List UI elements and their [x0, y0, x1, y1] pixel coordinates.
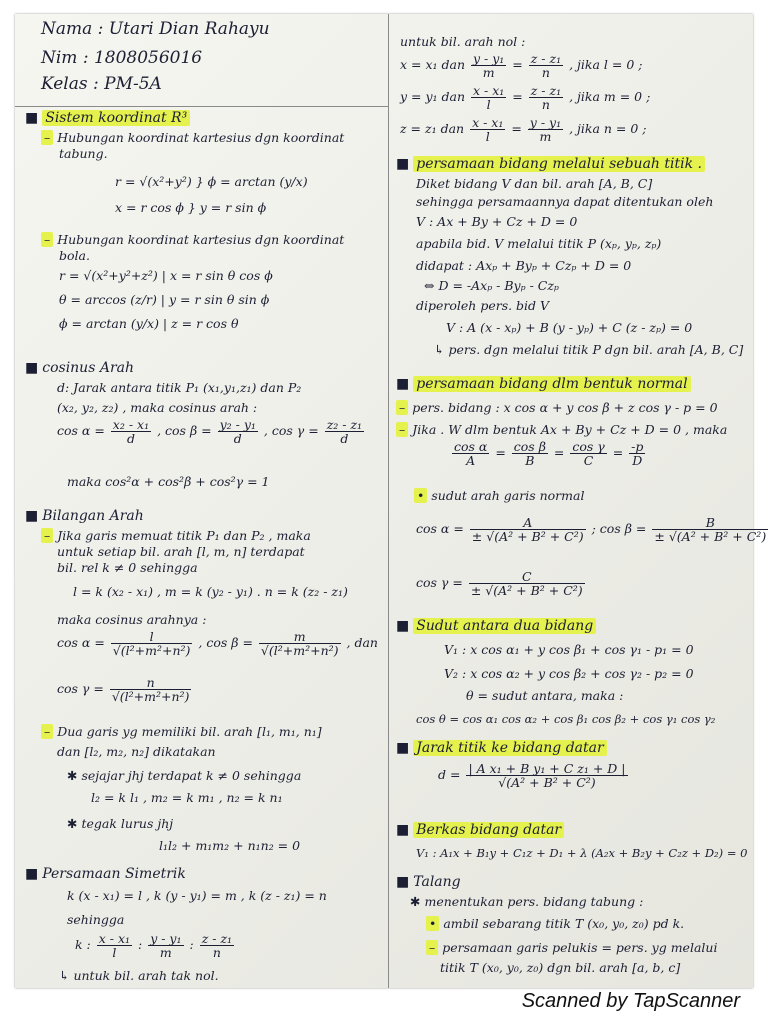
bullet-line: ✱ menentukan pers. bidang tabung :	[410, 894, 644, 909]
equation: l₂ = k l₁ , m₂ = k m₁ , n₂ = k n₁	[91, 790, 283, 805]
equation: y = y₁ dan $\frac{\text{x - x₁}}{l}$ = $\frac{\text{z - z₁}}{n}$ , jika m = 0 ;	[400, 83, 651, 112]
star-bullet-icon: ✱	[410, 894, 421, 909]
text-line: bil. rel k ≠ 0 sehingga	[57, 560, 198, 575]
bullet-line: – Hubungan koordinat kartesius dgn koordinat	[41, 232, 344, 247]
section-cosinus-arah: ■ cosinus Arah	[25, 360, 134, 376]
student-name: Nama : Utari Dian Rahayu	[41, 19, 270, 39]
text-line: ↳ pers. dgn melalui titik P dgn bil. arah [A, B, C]	[434, 342, 744, 357]
equation: k (x - x₁) = l , k (y - y₁) = m , k (z - z₁) = n	[67, 888, 327, 903]
text-line: maka cosinus arahnya :	[57, 612, 207, 627]
text-line: bola.	[59, 248, 90, 263]
section-bidang-melalui-titik: ■ persamaan bidang melalui sebuah titik .	[396, 156, 705, 172]
star-bullet-icon: ✱	[67, 816, 78, 831]
text-line: untuk bil. arah nol :	[400, 34, 526, 49]
bullet-square-icon: ■	[396, 740, 410, 756]
text-line: apabila bid. V melalui titik P (xₚ, yₚ, zₚ)	[416, 236, 662, 251]
section-berkas-bidang: ■ Berkas bidang datar	[396, 822, 564, 838]
text-line: tabung.	[59, 146, 108, 161]
equation: V₂ : x cos α₂ + y cos β₂ + cos γ₂ - p₂ = 0	[444, 666, 694, 681]
text-line: untuk setiap bil. arah [l, m, n] terdapat	[57, 544, 305, 559]
equation: didapat : Axₚ + Byₚ + Czₚ + D = 0	[416, 258, 632, 273]
section-bilangan-arah: ■ Bilangan Arah	[25, 508, 144, 524]
equation: l = k (x₂ - x₁) , m = k (y₂ - y₁) . n = k (z₂ - z₁)	[73, 584, 348, 599]
bullet-line: – Jika . W dlm bentuk Ax + By + Cz + D = 0 , maka	[396, 422, 727, 437]
text-line: (x₂, y₂, z₂) , maka cosinus arah :	[57, 400, 258, 415]
equation: cos α = $\frac{\text{x₂ - x₁}}{d}$ , cos β = $\frac{\text{y₂ - y₁}}{d}$ , cos γ = $\frac{\text{z₂ - z₁}}{d}$	[57, 417, 363, 446]
bullet-square-icon: ■	[25, 508, 39, 524]
equation: k : $\frac{\text{x - x₁}}{l}$ : $\frac{\text{y - y₁}}{m}$ : $\frac{\text{z - z₁}}{n}$	[75, 931, 233, 960]
section-jarak-titik-bidang: ■ Jarak titik ke bidang datar	[396, 740, 607, 756]
text-line: sehingga	[67, 912, 125, 927]
text-line: d: Jarak antara titik P₁ (x₁,y₁,z₁) dan P₂	[57, 380, 302, 395]
bullet-line: – Jika garis memuat titik P₁ dan P₂ , maka	[41, 528, 311, 543]
equation: V₁ : A₁x + B₁y + C₁z + D₁ + λ (A₂x + B₂y + C₂z + D₂) = 0	[416, 846, 748, 860]
section-bidang-normal: ■ persamaan bidang dlm bentuk normal	[396, 376, 691, 392]
section-persamaan-simetrik: ■ Persamaan Simetrik	[25, 866, 186, 882]
bullet-square-icon: ■	[396, 618, 410, 634]
text-line: ↳ untuk bil. arah tak nol.	[59, 968, 219, 983]
equation: $\frac{\text{cos α}}{A}$ = $\frac{\text{cos β}}{B}$ = $\frac{\text{cos γ}}{C}$ = $\frac{-p}{D}$	[454, 439, 644, 468]
equation: cos γ = $\frac{n}{\text{√(l²+m²+n²)}}$	[57, 675, 190, 704]
section-sudut-dua-bidang: ■ Sudut antara dua bidang	[396, 618, 596, 634]
equation: cos γ = $\frac{C}{\text{± √(A² + B² + C²)}}$	[416, 569, 583, 598]
bullet-line: ✱ tegak lurus jhj	[67, 816, 174, 831]
equation: r = √(x²+y²+z²) | x = r sin θ cos ϕ	[59, 268, 273, 283]
section-sistem-koordinat: ■ Sistem koordinat R³	[25, 110, 190, 126]
equation: V : A (x - xₚ) + B (y - yₚ) + C (z - zₚ) = 0	[446, 320, 693, 335]
equation: cos θ = cos α₁ cos α₂ + cos β₁ cos β₂ + cos γ₁ cos γ₂	[416, 712, 716, 726]
equation: x = r cos ϕ } y = r sin ϕ	[115, 200, 267, 215]
bullet-square-icon: ■	[25, 360, 39, 376]
equation: r = √(x²+y²) } ϕ = arctan (y/x)	[115, 174, 308, 189]
text-line: titik T (x₀, y₀, z₀) dgn bil. arah [a, b, c]	[440, 960, 681, 975]
bullet-line: – persamaan garis pelukis = pers. yg melalui	[426, 940, 717, 955]
equation: θ = arccos (z/r) | y = r sin θ sin ϕ	[59, 292, 270, 307]
bullet-square-icon: ■	[396, 822, 410, 838]
column-divider	[388, 14, 389, 988]
header-divider	[15, 106, 388, 107]
equation: cos α = $\frac{l}{\text{√(l²+m²+n²)}}$ , cos β = $\frac{m}{\text{√(l²+m²+n²)}}$ , dan	[57, 629, 378, 658]
section-talang: ■ Talang	[396, 874, 461, 890]
bullet-line: – Dua garis yg memiliki bil. arah [l₁, m₁, n₁]	[41, 724, 322, 739]
bullet-line: • ambil sebarang titik T (x₀, y₀, z₀) pd k.	[426, 916, 684, 931]
equation: l₁l₂ + m₁m₂ + n₁n₂ = 0	[159, 838, 301, 853]
equation: ⇔ D = -Axₚ - Byₚ - Czₚ	[424, 278, 559, 293]
equation: cos α = $\frac{A}{\text{± √(A² + B² + C²)}}$ ; cos β = $\frac{B}{\text{± √(A² + B² + C²)}}$	[416, 515, 767, 544]
text-line: dan [l₂, m₂, n₂] dikatakan	[57, 744, 216, 759]
equation: d = $\frac{\text{| A x₁ + B y₁ + C z₁ + D |}}{\text{√(A² + B² + C²)}}$	[438, 761, 626, 790]
bullet-line: ✱ sejajar jhj terdapat k ≠ 0 sehingga	[67, 768, 302, 783]
equation: x = x₁ dan $\frac{\text{y - y₁}}{m}$ = $\frac{\text{z - z₁}}{n}$ , jika l = 0 ;	[400, 51, 643, 80]
text-line: diperoleh pers. bid V	[416, 298, 550, 313]
student-nim: Nim : 1808056016	[41, 48, 203, 68]
equation: V : Ax + By + Cz + D = 0	[416, 214, 578, 229]
scanned-page	[15, 14, 767, 988]
equation: maka cos²α + cos²β + cos²γ = 1	[67, 474, 270, 489]
text-line: Diket bidang V dan bil. arah [A, B, C]	[416, 176, 653, 191]
bullet-line: – Hubungan koordinat kartesius dgn koordinat	[41, 130, 344, 145]
scanner-watermark: Scanned by TapScanner	[521, 990, 740, 1012]
bullet-line: • sudut arah garis normal	[414, 488, 584, 503]
text-line: sehingga persamaannya dapat ditentukan oleh	[416, 194, 714, 209]
text-line: θ = sudut antara, maka :	[466, 688, 624, 703]
bullet-line: – pers. bidang : x cos α + y cos β + z cos γ - p = 0	[396, 400, 718, 415]
bullet-square-icon: ■	[25, 110, 39, 126]
star-bullet-icon: ✱	[67, 768, 78, 783]
equation: V₁ : x cos α₁ + y cos β₁ + cos γ₁ - p₁ = 0	[444, 642, 694, 657]
equation: z = z₁ dan $\frac{\text{x - x₁}}{l}$ = $\frac{\text{y - y₁}}{m}$ , jika n = 0 ;	[400, 115, 647, 144]
bullet-square-icon: ■	[396, 874, 410, 890]
bullet-square-icon: ■	[396, 376, 410, 392]
bullet-square-icon: ■	[25, 866, 39, 882]
equation: ϕ = arctan (y/x) | z = r cos θ	[59, 316, 239, 331]
student-class: Kelas : PM-5A	[41, 74, 162, 94]
bullet-square-icon: ■	[396, 156, 410, 172]
